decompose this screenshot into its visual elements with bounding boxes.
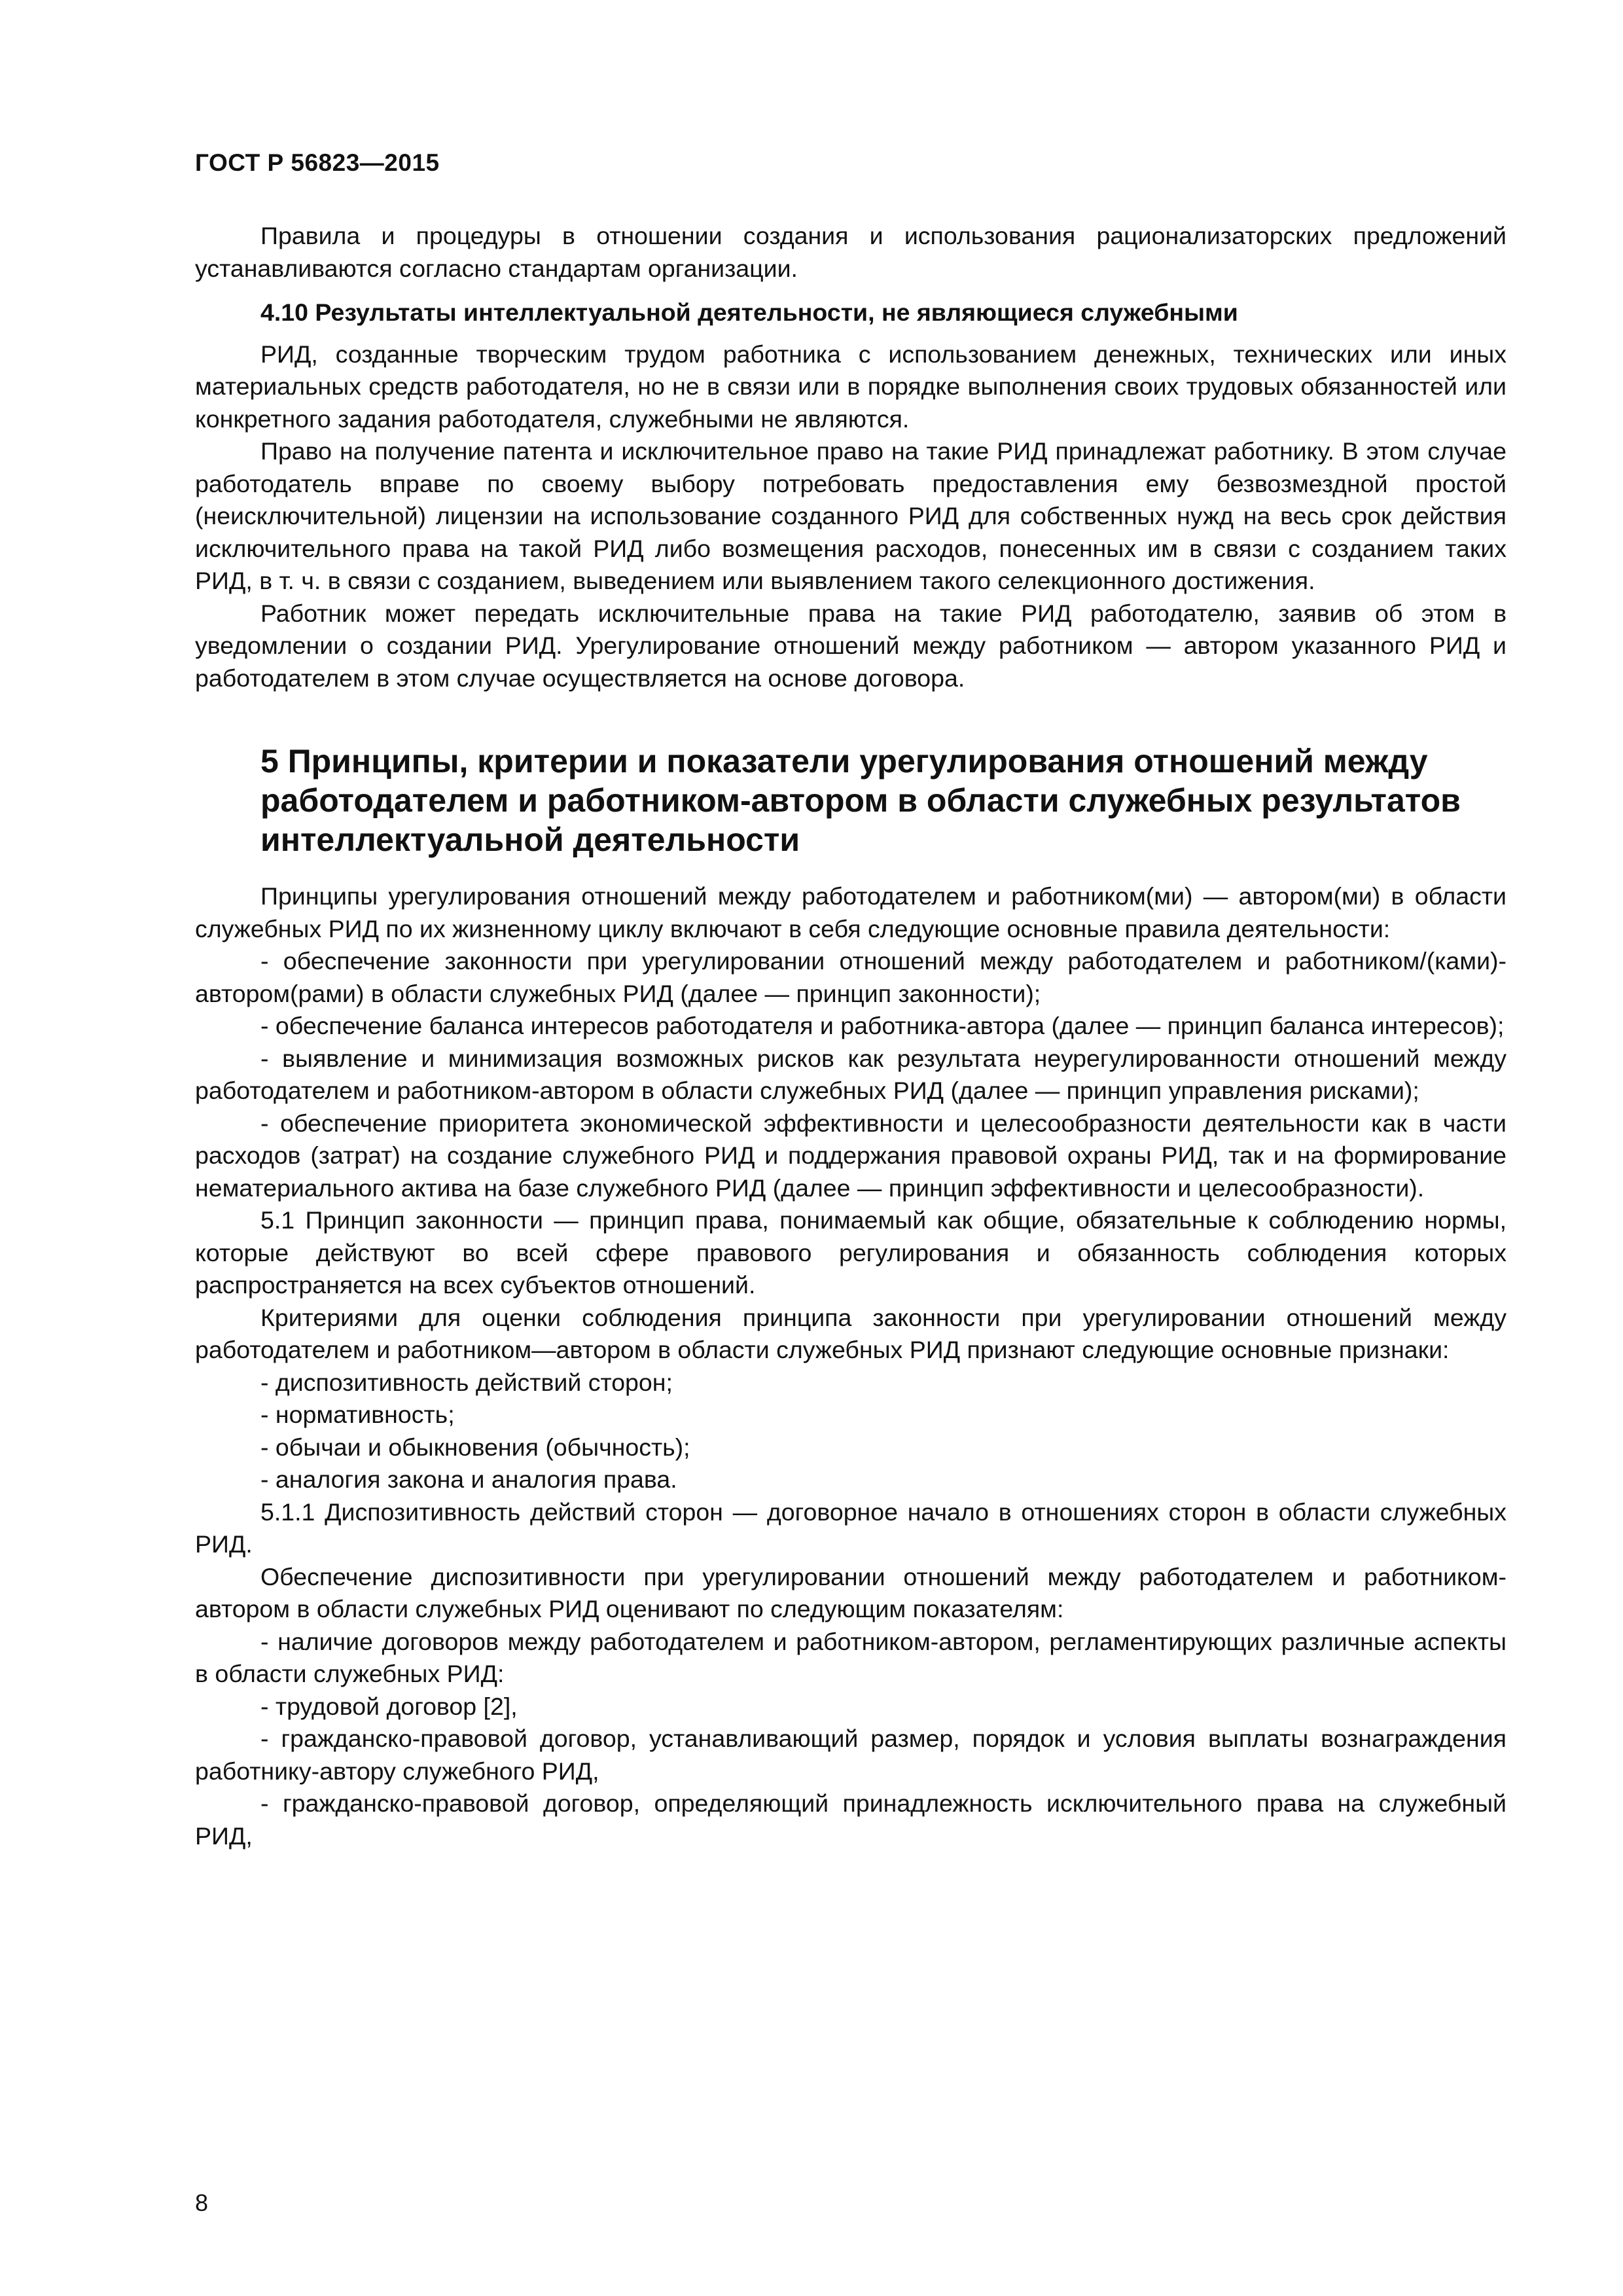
page-number: 8 <box>195 2189 209 2216</box>
document-page <box>195 0 1507 2296</box>
paragraph: Критериями для оценки соблюдения принципа законности при урегулировании отношений между работодателем и работником—автором в области служебных РИД признают следующие основные признаки: <box>195 1303 1507 1363</box>
list-item: - обеспечение законности при урегулировании отношений между работодателем и работником/(ками)-автором(рами) в области служебных РИД (далее — принцип законности); <box>195 947 1507 1007</box>
paragraph: Принципы урегулирования отношений между работодателем и работником(ми) — автором(ми) в области служебных РИД по их жизненному циклу включают в себя следующие основные правила деятельности: <box>195 882 1507 942</box>
list-item: - гражданско-правовой договор, устанавливающий размер, порядок и условия выплаты вознаграждения работнику-автору служебного РИД, <box>195 1725 1507 1785</box>
list-item: - аналогия закона и аналогия права. <box>260 1465 677 1493</box>
paragraph: Право на получение патента и исключительное право на такие РИД принадлежат работнику. В этом случае работодатель вправе по своему выбору потребовать предоставления ему безвозмездной простой (неисключительной) лицензии на использование созданного РИД для собственных нужд на весь срок действия исключительного права на такой РИД либо возмещения расходов, понесенных им в связи с созданием таких РИД, в т. ч. в связи с созданием, выведением или выявлением такого селекционного достижения. <box>195 437 1507 594</box>
list-item: - выявление и минимизация возможных рисков как результата неурегулированности отношений между работодателем и работником-автором в области служебных РИД (далее — принцип управления рисками); <box>195 1044 1507 1104</box>
paragraph: Обеспечение диспозитивности при урегулировании отношений между работодателем и работником-автором в области служебных РИД оценивают по следующим показателям: <box>195 1562 1507 1623</box>
standard-designation: ГОСТ Р 56823—2015 <box>195 149 440 176</box>
page-content <box>195 220 1507 1852</box>
section-heading-line: 5 Принципы, критерии и показатели урегулирования отношений между <box>260 743 1428 780</box>
list-item: - наличие договоров между работодателем и работником-автором, регламентирующих различные аспекты в области служебных РИД: <box>195 1627 1507 1687</box>
subsection-heading-4-10: 4.10 Результаты интеллектуальной деятельности, не являющиеся служебными <box>260 298 1238 326</box>
list-item: - обычаи и обыкновения (обычность); <box>260 1433 690 1461</box>
list-item: - обеспечение баланса интересов работодателя и работника-автора (далее — принцип баланса интересов); <box>260 1012 1505 1039</box>
list-item: - обеспечение приоритета экономической эффективности и целесообразности деятельности как в части расходов (затрат) на создание служебного РИД и поддержания правовой охраны РИД, так и на формирование нематериального актива на базе служебного РИД (далее — принцип эффективности и целесообразности). <box>195 1109 1507 1202</box>
paragraph: РИД, созданные творческим трудом работника с использованием денежных, технических или иных материальных средств работодателя, но не в связи или в порядке выполнения своих трудовых обязанностей или конкретного задания работодателя, служебными не являются. <box>195 340 1507 433</box>
clause-5-1: 5.1 Принцип законности — принцип права, понимаемый как общие, обязательные к соблюдению нормы, которые действуют во всей сфере правового регулирования и обязанность соблюдения которых распространяется на всех субъектов отношений. <box>195 1206 1507 1299</box>
section-heading-line: работодателем и работником-автором в области служебных результатов <box>260 782 1461 819</box>
paragraph: Работник может передать исключительные права на такие РИД работодателю, заявив об этом в уведомлении о создании РИД. Урегулирование отношений между работником — автором указанного РИД и работодателем в этом случае осуществляется на основе договора. <box>195 599 1507 692</box>
list-item: - нормативность; <box>260 1401 455 1428</box>
list-item: - диспозитивность действий сторон; <box>260 1368 673 1396</box>
list-item: - трудовой договор [2], <box>260 1692 518 1720</box>
section-heading-5 <box>195 742 1507 859</box>
clause-5-1-1: 5.1.1 Диспозитивность действий сторон — договорное начало в отношениях сторон в области служебных РИД. <box>195 1498 1507 1558</box>
section-heading-line: интеллектуальной деятельности <box>260 821 800 858</box>
list-item: - гражданско-правовой договор, определяющий принадлежность исключительного права на служебный РИД, <box>195 1789 1507 1850</box>
paragraph: Правила и процедуры в отношении создания и использования рационализаторских предложений устанавливаются согласно стандартам организации. <box>195 222 1507 282</box>
